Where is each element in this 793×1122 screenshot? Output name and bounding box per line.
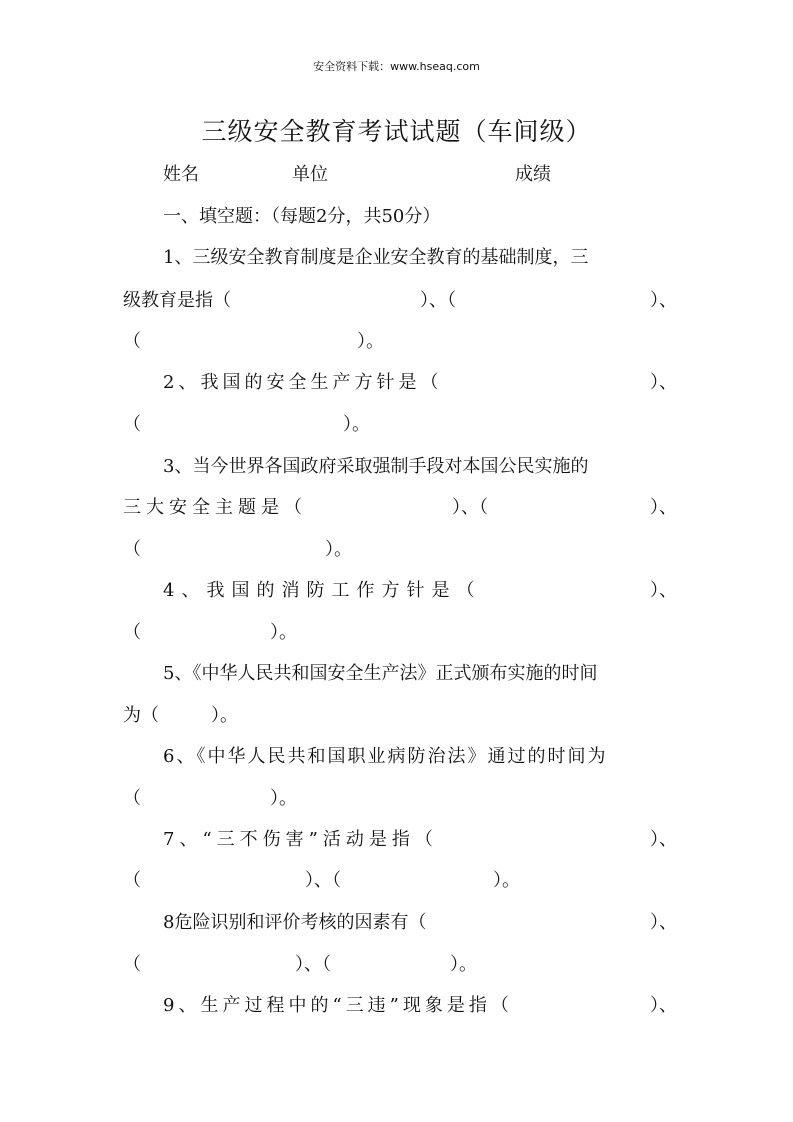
q2-open2: （ bbox=[123, 414, 141, 435]
q3-sep: ）、 bbox=[650, 497, 677, 518]
q1-open3: （ bbox=[123, 331, 141, 352]
unit-label: 单位 bbox=[292, 164, 328, 185]
q6-line1: 6、《中华人民共和国职业病防治法》通过的时间为 bbox=[163, 746, 608, 767]
q7-blank2: ）、（ bbox=[305, 870, 341, 891]
q5-line1: 5、《中华人民共和国安全生产法》正式颁布实施的时间 bbox=[163, 663, 598, 684]
q4-end: ）。 bbox=[270, 622, 297, 643]
download-label: 安全资料下载： bbox=[313, 60, 391, 73]
q3-line2: 三大安全主题是（ bbox=[123, 497, 307, 518]
q1-prefix: 级教育是指（ bbox=[123, 290, 231, 311]
score-label: 成绩 bbox=[515, 164, 551, 185]
q2-line1: 2、我国的安全生产方针是（ bbox=[163, 372, 443, 393]
q7-sep: ）、 bbox=[650, 829, 677, 850]
q9-line1: 9、生产过程中的“三违”现象是指（ bbox=[163, 995, 513, 1016]
q7-end: ）。 bbox=[493, 870, 520, 891]
q1-end: ）。 bbox=[357, 331, 384, 352]
q5-line2: 为（ ）。 bbox=[123, 705, 238, 726]
q2-end: ）。 bbox=[343, 414, 370, 435]
q7-open2: （ bbox=[123, 870, 141, 891]
q1-blank2: ）、（ bbox=[420, 290, 456, 311]
page-header bbox=[0, 58, 793, 74]
q6-end: ）。 bbox=[270, 788, 297, 809]
q3-line1: 3、当今世界各国政府采取强制手段对本国公民实施的 bbox=[163, 456, 589, 477]
q6-open: （ bbox=[123, 788, 141, 809]
name-label: 姓名 bbox=[163, 164, 199, 185]
section-heading: 一、填空题：（每题2分，共50分） bbox=[163, 206, 441, 227]
q8-end: ）。 bbox=[450, 954, 477, 975]
q3-open3: （ bbox=[123, 539, 141, 560]
q4-sep: ）、 bbox=[650, 580, 677, 601]
q9-sep: ）、 bbox=[650, 995, 677, 1016]
q4-open2: （ bbox=[123, 622, 141, 643]
q8-sep: ）、 bbox=[650, 912, 677, 933]
q3-end: ）。 bbox=[325, 539, 352, 560]
q1-line2 bbox=[123, 286, 231, 312]
q1-line1: 1、三级安全教育制度是企业安全教育的基础制度，三 bbox=[163, 247, 589, 268]
q2-sep: ）、 bbox=[650, 372, 677, 393]
q8-line1: 8危险识别和评价考核的因素有（ bbox=[163, 912, 427, 933]
site-link[interactable]: www.hseaq.com bbox=[390, 60, 480, 73]
q8-blank2: ）、（ bbox=[295, 954, 331, 975]
q1-sep: ）、 bbox=[650, 290, 677, 311]
q4-line1: 4、我国的消防工作方针是（ bbox=[163, 580, 482, 601]
page-title: 三级安全教育考试试题（车间级） bbox=[201, 117, 592, 146]
q3-blank2: ）、（ bbox=[452, 497, 488, 518]
q8-open2: （ bbox=[123, 954, 141, 975]
q7-line1: 7、“三不伤害”活动是指（ bbox=[163, 829, 438, 850]
